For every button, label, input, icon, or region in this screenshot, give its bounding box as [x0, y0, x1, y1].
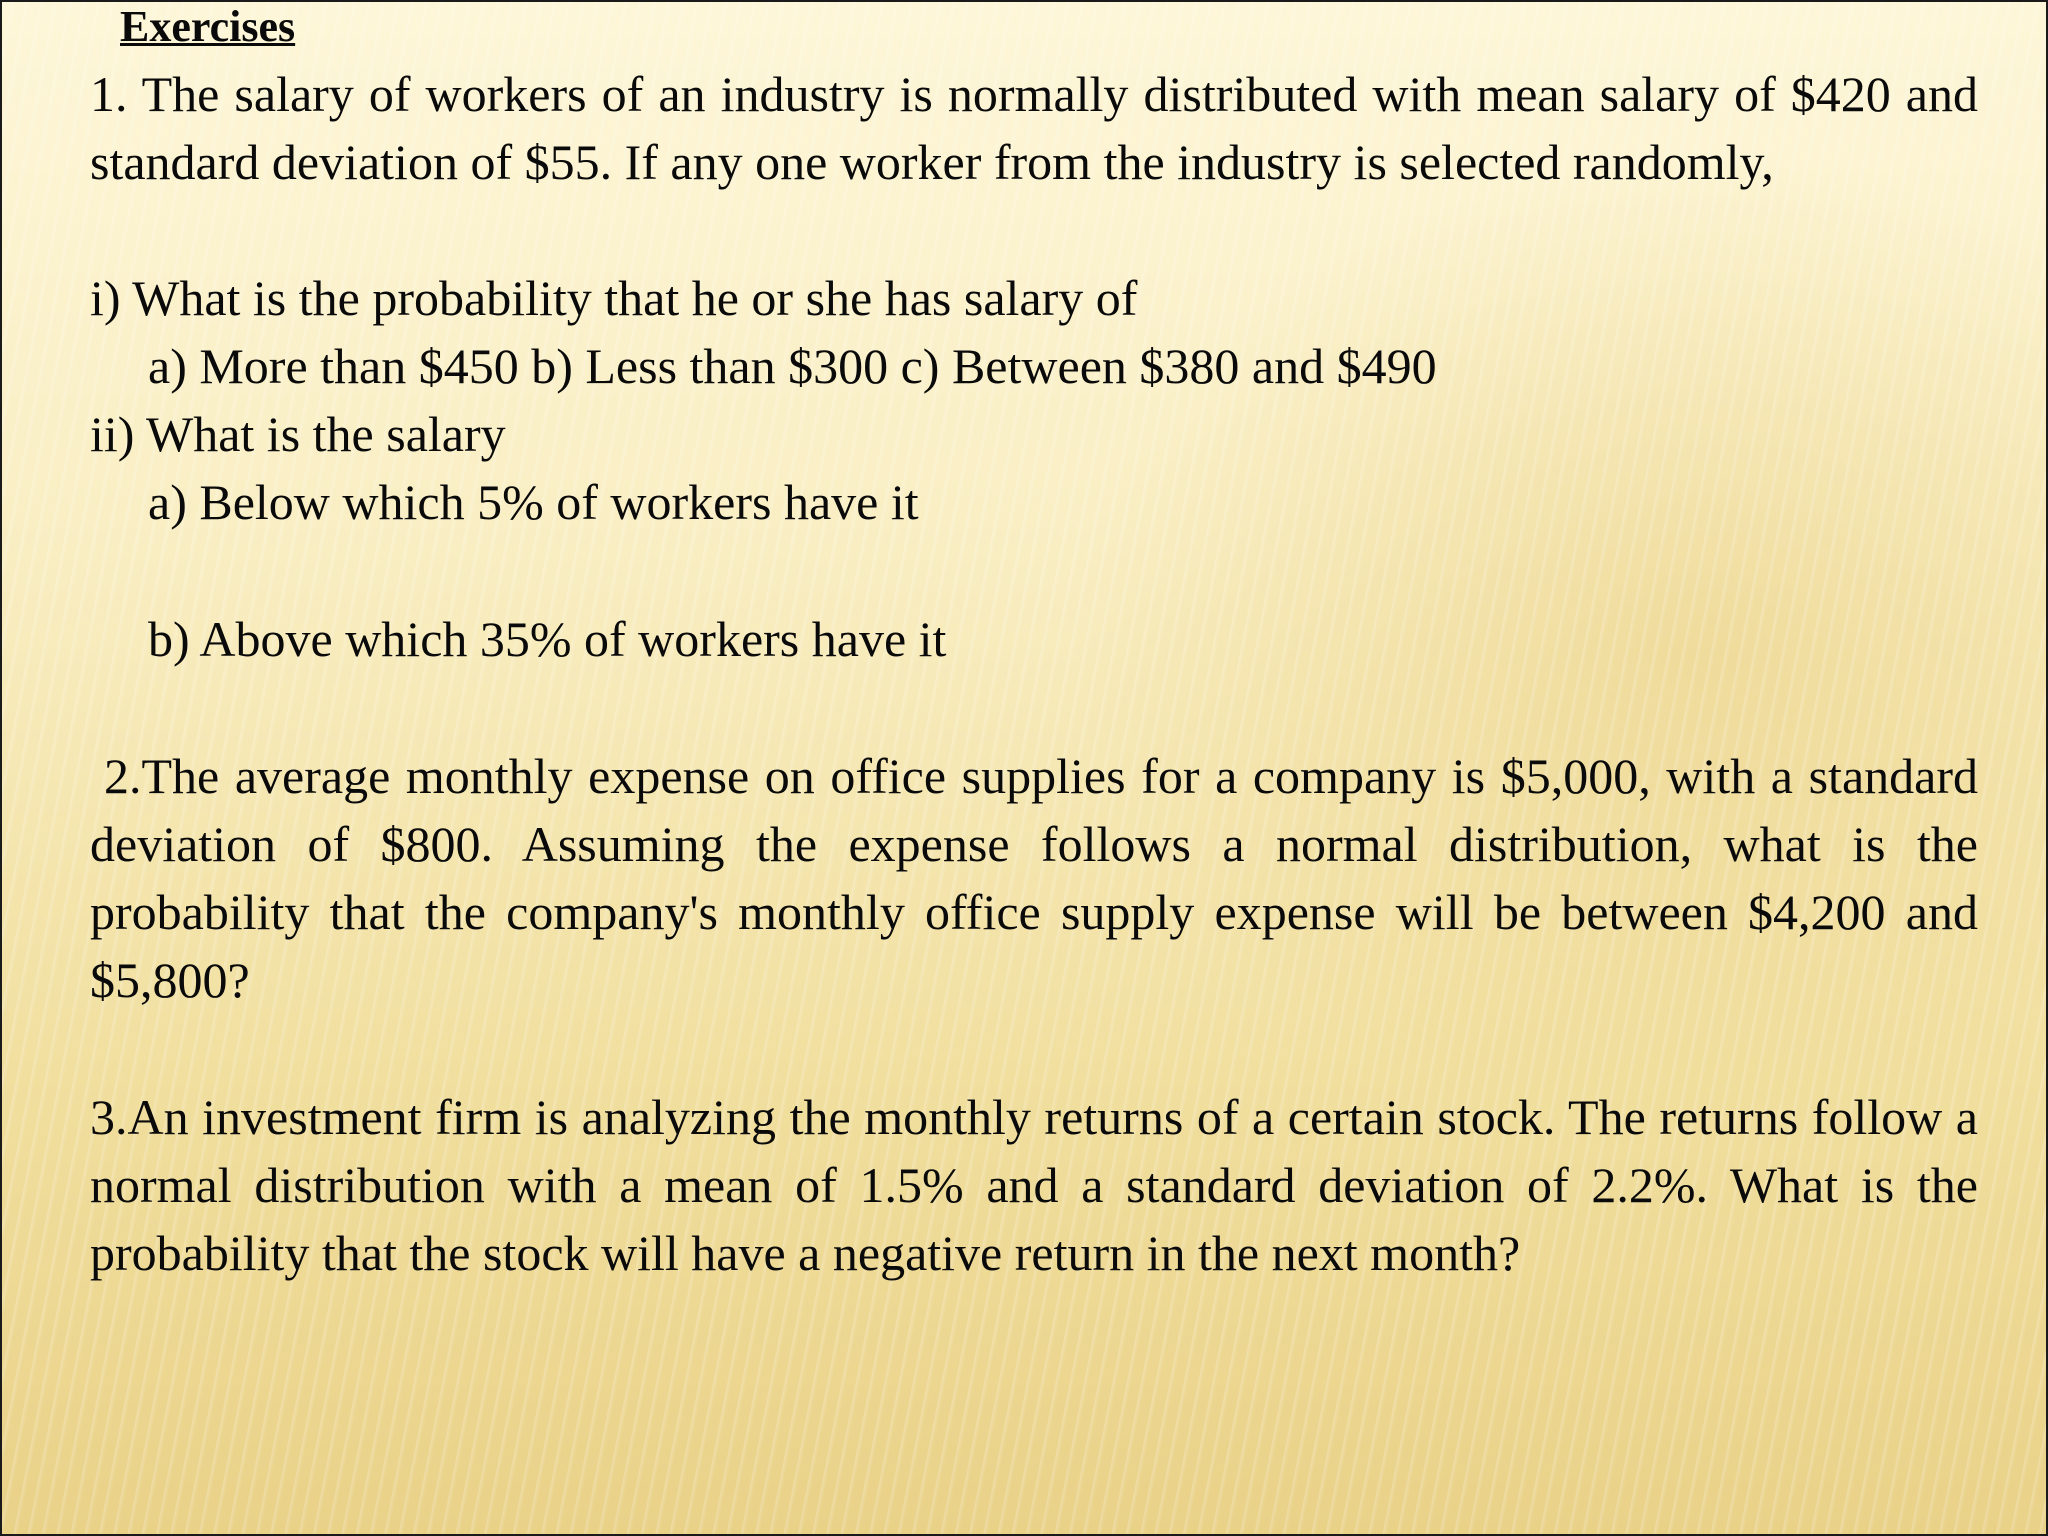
question-3-text: 3.An investment firm is analyzing the monthly returns of a certain stock. The returns follow a normal distribution with a mean of 1.5% and a standard deviation of 2.2%. What is the probability that the stock will have a negative return in the next month? — [90, 1089, 1978, 1281]
question-1-part-i-options: a) More than $450 b) Less than $300 c) Between $380 and $490 — [148, 338, 1437, 394]
question-1-part-ii-a: a) Below which 5% of workers have it — [148, 474, 919, 530]
question-1-part-ii: ii) What is the salary — [90, 406, 506, 462]
question-1-part-i: i) What is the probability that he or she has salary of — [90, 270, 1138, 326]
question-1-intro: 1. The salary of workers of an industry is normally distributed with mean salary of $420 and standard deviation of $55. If any one worker from the industry is selected randomly, — [90, 66, 1978, 190]
question-1-part-ii-b: b) Above which 35% of workers have it — [148, 611, 947, 667]
slide-title: Exercises — [120, 2, 296, 51]
question-2-text: 2.The average monthly expense on office supplies for a company is $5,000, with a standard deviation of $800. Assuming the expense follows a normal distribution, what is the probability that the company's monthly office supply expense will be between $4,200 and $5,800? — [90, 748, 1978, 1008]
